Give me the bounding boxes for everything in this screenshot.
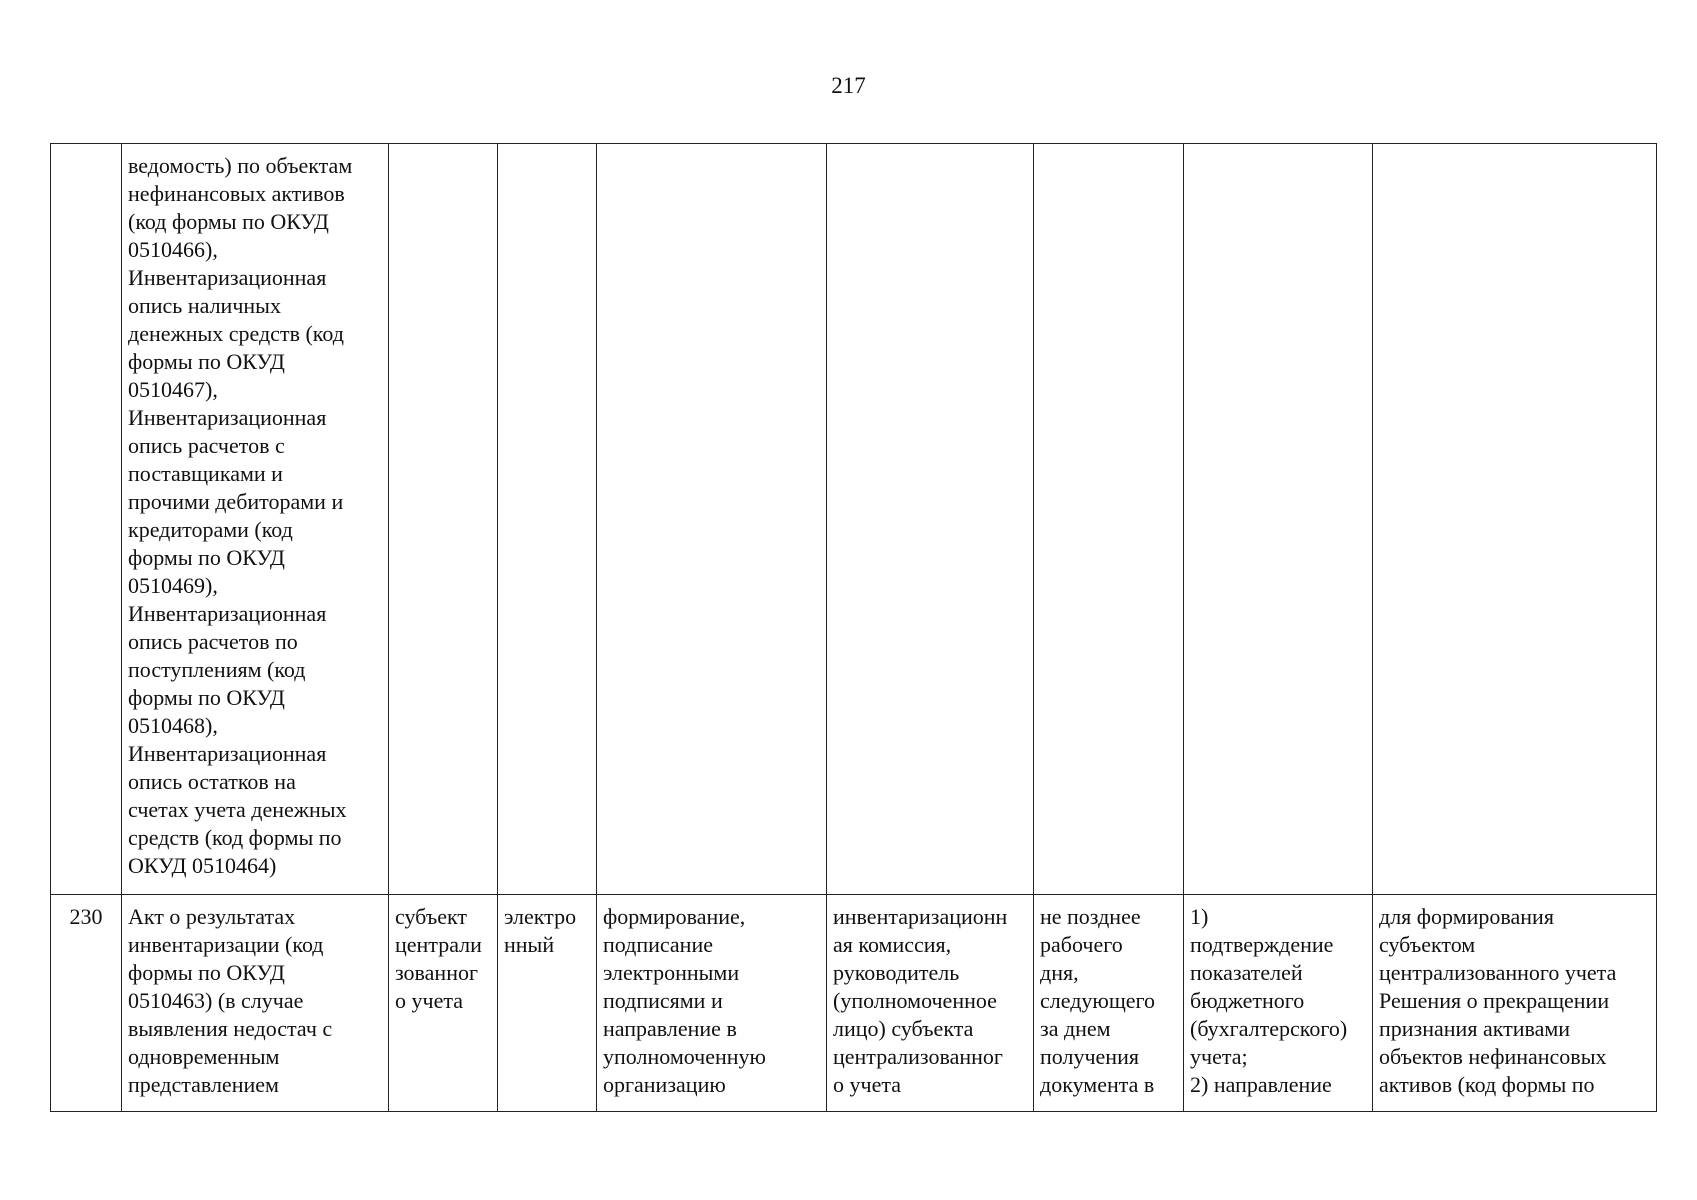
cell-form: электро нный	[498, 895, 597, 1112]
cell-result	[1373, 144, 1657, 895]
cell-purpose	[1184, 144, 1373, 895]
cell-creator	[389, 144, 498, 895]
cell-creator: субъект централи зованног о учета	[389, 895, 498, 1112]
cell-actions: формирование, подписание электронными подписями и направление в уполномоченную организацию	[597, 895, 827, 1112]
cell-document-name: Акт о результатах инвентаризации (код формы по ОКУД 0510463) (в случае выявления недостач с одновременным представлением	[122, 895, 389, 1112]
cell-row-number	[51, 144, 122, 895]
cell-result: для формирования субъектом централизованного учета Решения о прекращении признания активами объектов нефинансовых активов (код формы по	[1373, 895, 1657, 1112]
cell-row-number: 230	[51, 895, 122, 1112]
cell-form	[498, 144, 597, 895]
table-row	[51, 144, 1657, 895]
cell-responsible: инвентаризационн ая комиссия, руководитель (уполномоченное лицо) субъекта централизованног о учета	[827, 895, 1034, 1112]
cell-deadline	[1034, 144, 1184, 895]
page-number: 217	[831, 73, 866, 98]
cell-purpose: 1) подтверждение показателей бюджетного (бухгалтерского) учета; 2) направление	[1184, 895, 1373, 1112]
document-table	[50, 143, 1657, 1112]
cell-deadline: не позднее рабочего дня, следующего за днем получения документа в	[1034, 895, 1184, 1112]
cell-document-name: ведомость) по объектам нефинансовых активов (код формы по ОКУД 0510466), Инвентаризационная опись наличных денежных средств (код формы по ОКУД 0510467), Инвентаризационная опись расчетов с поставщиками и прочими дебиторами и кредиторами (код формы по ОКУД 0510469), Инвентаризационная опись расчетов по поступлениям (код формы по ОКУД 0510468), Инвентаризационная опись остатков на счетах учета денежных средств (код формы по ОКУД 0510464)	[122, 144, 389, 895]
cell-actions	[597, 144, 827, 895]
cell-responsible	[827, 144, 1034, 895]
table-row	[51, 895, 1657, 1112]
